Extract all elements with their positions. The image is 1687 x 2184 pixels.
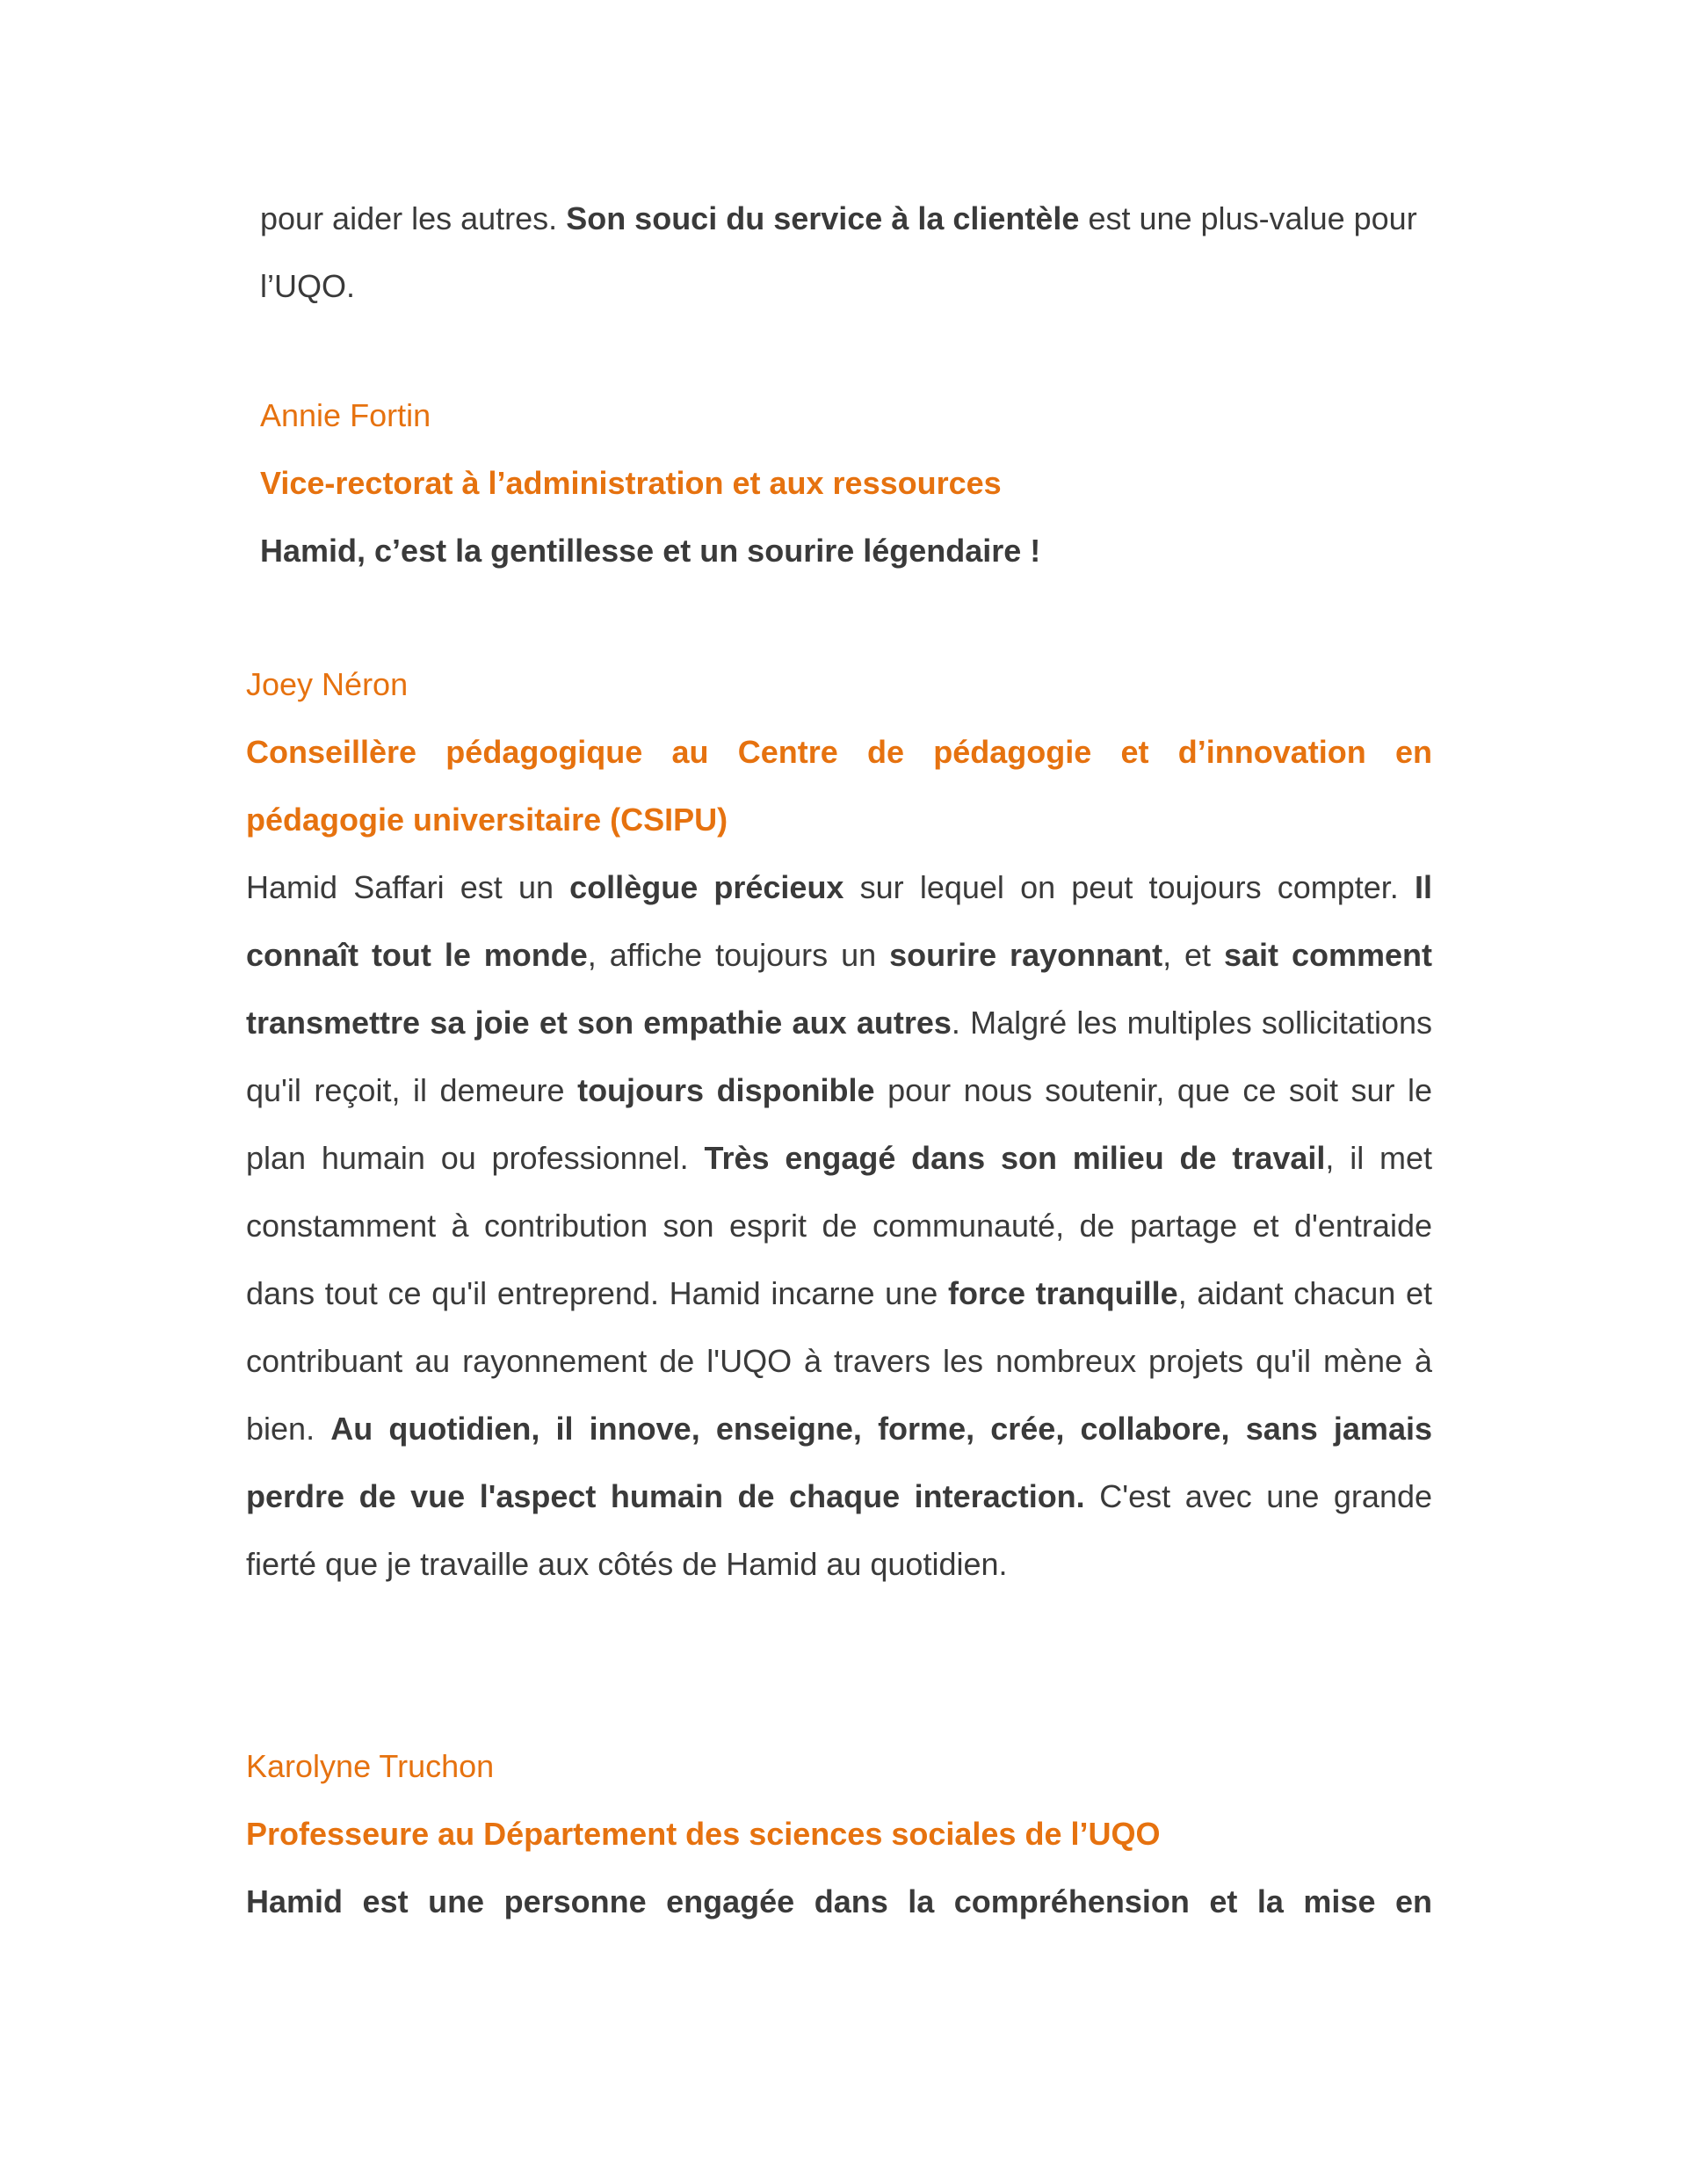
joey-bold-run: Très engagé dans son milieu de travail bbox=[704, 1140, 1326, 1176]
joey-bold-run: Au quotidien, il innove, enseigne, forme, crée, collabore, sans jamais perdre de vue l'aspect humain de chaque interaction. bbox=[246, 1411, 1432, 1514]
joey-text-run: sur lequel on peut toujours compter. bbox=[844, 869, 1415, 905]
continuation-text-run: est une plus-value pour l’UQO. bbox=[260, 200, 1417, 304]
joey-text-run: . Malgré les multiples sollicitations qu'il reçoit, il demeure bbox=[246, 1005, 1432, 1108]
joey-text-run: pour nous soutenir, que ce soit sur le plan humain ou professionnel. bbox=[246, 1072, 1433, 1176]
joey-bold-run: sourire rayonnant bbox=[889, 937, 1163, 973]
annie-role: Vice-rectorat à l’administration et aux ressources bbox=[260, 465, 1002, 501]
joey-text-run: , il met constamment à contribution son esprit de communauté, de partage et d'entraide dans tout ce qu'il entreprend. Hamid incarne une bbox=[246, 1140, 1433, 1311]
karolyne-role: Professeure au Département des sciences sociales de l’UQO bbox=[246, 1816, 1161, 1852]
joey-bold-run: force tranquille bbox=[947, 1275, 1178, 1311]
joey-bold-run: collègue précieux bbox=[569, 869, 844, 905]
joey-bold-run: sait comment transmettre sa joie et son empathie aux autres bbox=[246, 937, 1432, 1041]
karolyne-name: Karolyne Truchon bbox=[246, 1748, 495, 1784]
annie-name: Annie Fortin bbox=[260, 397, 431, 433]
continuation-paragraph bbox=[260, 185, 1437, 320]
joey-text-run: C'est avec une grande fierté que je travaille aux côtés de Hamid au quotidien. bbox=[246, 1478, 1433, 1582]
joey-bold-run: Il connaît tout le monde bbox=[246, 869, 1432, 973]
joey-role: Conseillère pédagogique au Centre de pédagogie et d’innovation en pédagogie universitaire (CSIPU) bbox=[246, 734, 1432, 838]
continuation-bold-run: Son souci du service à la clientèle bbox=[566, 200, 1080, 236]
joey-text-run: , et bbox=[1162, 937, 1224, 973]
joey-bold-run: toujours disponible bbox=[577, 1072, 875, 1108]
joey-testimonial bbox=[246, 853, 1432, 1598]
continuation-text-run: pour aider les autres. bbox=[260, 200, 567, 236]
karolyne-quote-start: Hamid est une personne engagée dans la compréhension et la mise en bbox=[246, 1883, 1432, 1919]
joey-name: Joey Néron bbox=[246, 666, 409, 702]
joey-text-run: Hamid Saffari est un bbox=[246, 869, 570, 905]
annie-quote: Hamid, c’est la gentillesse et un sourire légendaire ! bbox=[260, 533, 1041, 569]
joey-text-run: , aidant chacun et contribuant au rayonnement de l'UQO à travers les nombreux projets qu'il mène à bien. bbox=[246, 1275, 1433, 1447]
joey-text-run: , affiche toujours un bbox=[587, 937, 890, 973]
